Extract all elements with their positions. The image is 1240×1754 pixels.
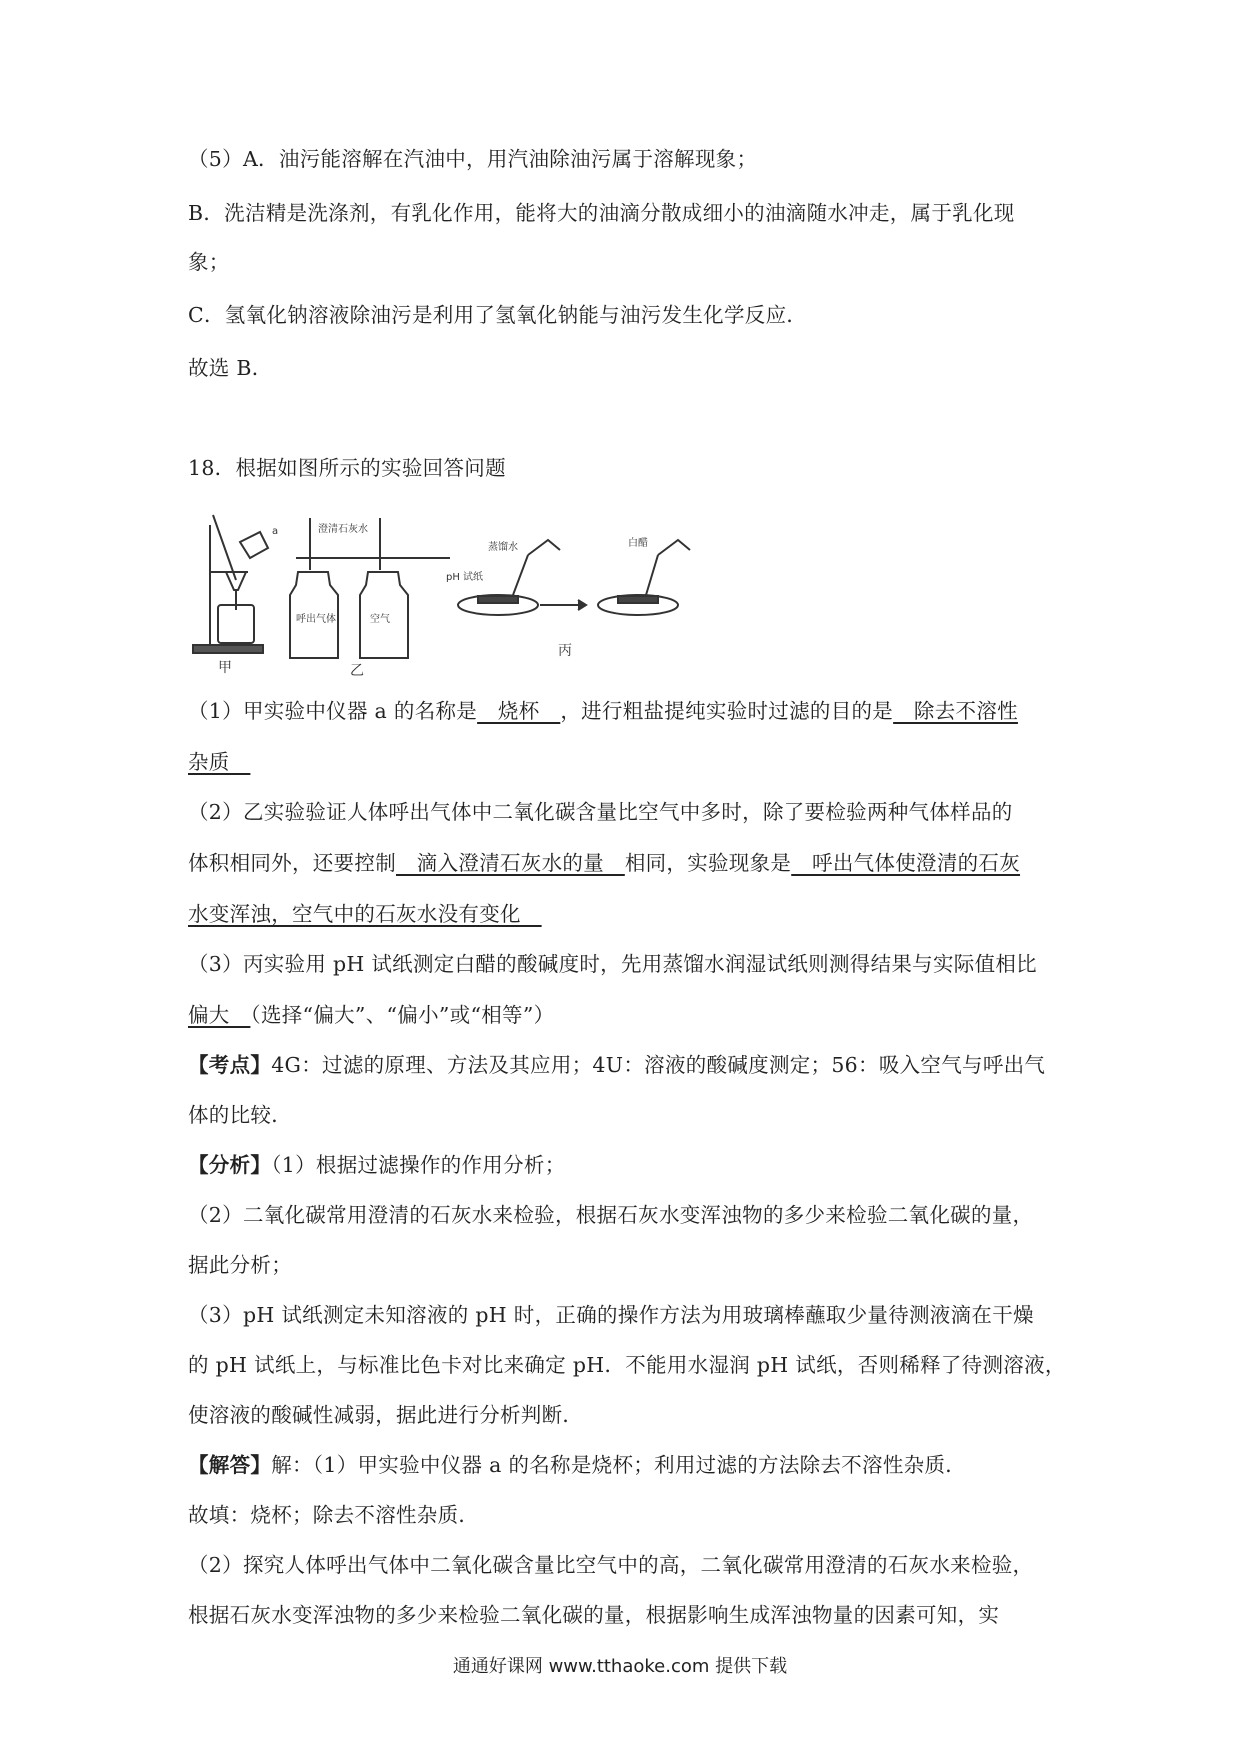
q2-answer-phenomenon-b: 水变浑浊，空气中的石灰水没有变化 xyxy=(188,902,542,926)
label-vinegar: 白醋 xyxy=(628,538,648,549)
jieda-fill: 故填：烧杯；除去不溶性杂质． xyxy=(188,1503,480,1527)
q2-answer-control: 滴入澄清石灰水的量 xyxy=(396,851,625,875)
gas-bottles xyxy=(290,518,450,658)
fenxi-line3a: （3）pH 试纸测定未知溶液的 pH 时，正确的操作方法为用玻璃棒蘸取少量待测液滴在干燥 xyxy=(188,1303,1034,1327)
jieda-line2b: 根据石灰水变浑浊物的多少来检验二氧化碳的量，根据影响生成浑浊物量的因素可知，实 xyxy=(188,1603,1000,1627)
q1-answer-purpose-b: 杂质 xyxy=(188,750,251,774)
label-yi: 乙 xyxy=(350,663,364,679)
fenxi-line2a: （2）二氧化碳常用澄清的石灰水来检验，根据石灰水变浑浊物的多少来检验二氧化碳的量， xyxy=(188,1203,1034,1227)
kaodian-text: 4G：过滤的原理、方法及其应用；4U：溶液的酸碱度测定；56：吸入空气与呼出气 xyxy=(271,1053,1046,1077)
kaodian-line1 xyxy=(188,1050,1068,1080)
q3-options: （选择“偏大”、“偏小”或“相等”） xyxy=(250,1003,555,1027)
q1-answer-purpose-a: 除去不溶性 xyxy=(893,699,1018,723)
prev-answer-line-b1: B．洗洁精是洗涤剂，有乳化作用，能将大的油滴分散成细小的油滴随水冲走，属于乳化现 xyxy=(188,201,1015,225)
prev-answer-line-b2: 象； xyxy=(188,250,230,274)
q2-line2 xyxy=(188,848,1068,878)
q3-line1: （3）丙实验用 pH 试纸测定白醋的酸碱度时，先用蒸馏水润湿试纸则测得结果与实际值相比 xyxy=(188,952,1037,976)
label-jia: 甲 xyxy=(218,660,232,676)
kaodian-line2: 体的比较． xyxy=(188,1103,292,1127)
fenxi-line1 xyxy=(188,1150,1068,1180)
q2-line3 xyxy=(188,899,1068,929)
q1-line1 xyxy=(188,696,1068,726)
q2-text-part1: 体积相同外，还要控制 xyxy=(188,851,396,875)
q1-text-part2: ，进行粗盐提纯实验时过滤的目的是 xyxy=(560,699,894,723)
label-exhaled: 呼出气体 xyxy=(296,614,336,625)
fenxi-line3c: 使溶液的酸碱性减弱，据此进行分析判断． xyxy=(188,1403,584,1427)
q1-text-part1: （1）甲实验中仪器 a 的名称是 xyxy=(188,699,478,723)
q1-answer-instrument: 烧杯 xyxy=(477,699,561,723)
label-bing: 丙 xyxy=(558,643,572,659)
jieda-line1 xyxy=(188,1450,1068,1480)
fenxi-line3b: 的 pH 试纸上，与标准比色卡对比来确定 pH．不能用水湿润 pH 试纸，否则稀释了待测溶液， xyxy=(188,1353,1066,1377)
jieda-tag: 【解答】 xyxy=(188,1453,272,1477)
prev-answer-line-a: （5）A．油污能溶解在汽油中，用汽油除油污属于溶解现象； xyxy=(188,147,758,171)
q1-line2 xyxy=(188,747,1068,777)
q3-answer: 偏大 xyxy=(188,1003,251,1027)
jieda-line2a: （2）探究人体呼出气体中二氧化碳含量比空气中的高，二氧化碳常用澄清的石灰水来检验， xyxy=(188,1553,1034,1577)
label-limewater: 澄清石灰水 xyxy=(318,524,368,535)
question-title: 18．根据如图所示的实验回答问题 xyxy=(188,456,506,480)
q2-text-part2: 相同，实验现象是 xyxy=(624,851,792,875)
fenxi-tag: 【分析】 xyxy=(188,1153,272,1177)
q2-line1: （2）乙实验验证人体呼出气体中二氧化碳含量比空气中多时，除了要检验两种气体样品的 xyxy=(188,800,1013,824)
q2-answer-phenomenon-a: 呼出气体使澄清的石灰 xyxy=(791,851,1021,875)
kaodian-tag: 【考点】 xyxy=(188,1053,272,1077)
label-a: a xyxy=(272,526,279,537)
label-distilled: 蒸馏水 xyxy=(488,542,518,553)
experiment-illustration xyxy=(188,510,748,680)
q3-line2 xyxy=(188,1000,1068,1030)
page-footer: 通通好课网 www.tthaoke.com 提供下载 xyxy=(452,1656,788,1677)
label-ph-paper: pH 试纸 xyxy=(446,572,484,583)
prev-answer-line-c: C．氢氧化钠溶液除油污是利用了氢氧化钠能与油污发生化学反应． xyxy=(188,303,808,327)
experiment-figure xyxy=(188,510,748,680)
fenxi-line2b: 据此分析； xyxy=(188,1253,292,1277)
jieda-text-1: 解：（1）甲实验中仪器 a 的名称是烧杯；利用过滤的方法除去不溶性杂质． xyxy=(271,1453,967,1477)
filtration-apparatus xyxy=(193,515,268,653)
label-air: 空气 xyxy=(370,614,390,625)
fenxi-text-1: （1）根据过滤操作的作用分析； xyxy=(271,1153,566,1177)
prev-answer-choice: 故选 B． xyxy=(188,356,273,380)
